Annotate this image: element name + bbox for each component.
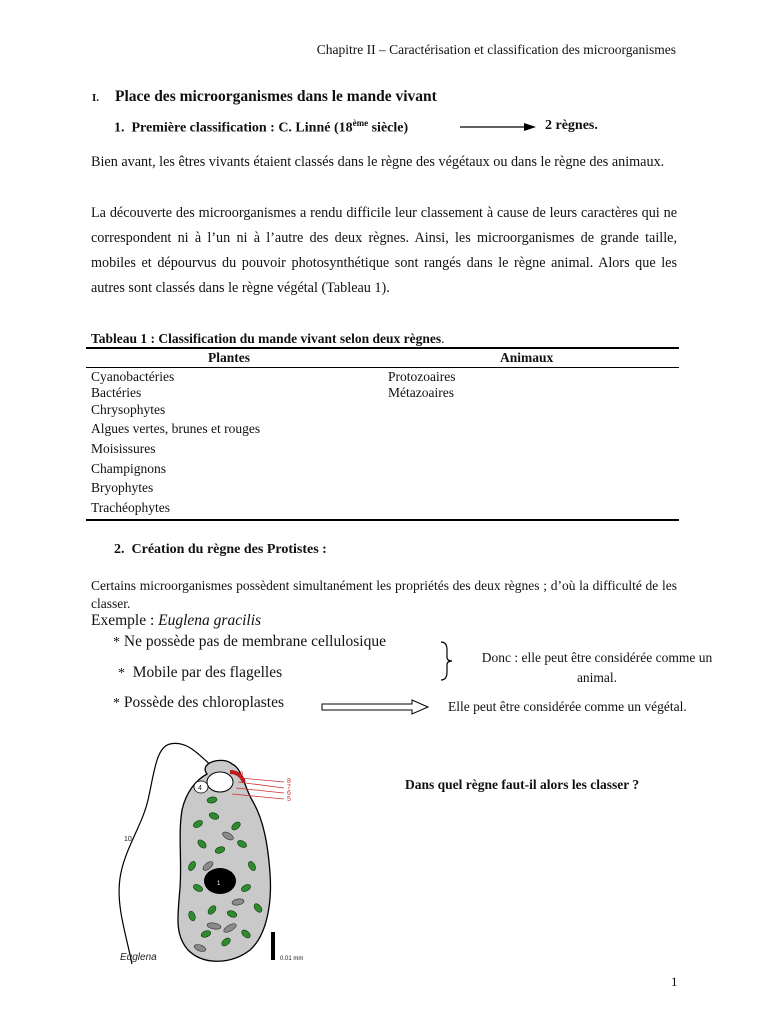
label-5: 5 <box>287 796 291 803</box>
label-9: 9 <box>240 772 244 778</box>
table-title-dot: . <box>441 331 445 346</box>
table-cell-plant: Moisissures <box>91 441 156 456</box>
subsection-2-heading <box>114 542 327 558</box>
subsection-2-title: Création du règne des Protistes : <box>131 542 327 557</box>
subsection-1-text-after: siècle) <box>368 120 409 136</box>
paragraph-intro: Bien avant, les êtres vivants étaient classés dans le règne des végétaux ou dans le règne des animaux. <box>91 154 665 170</box>
table-title <box>91 331 445 347</box>
table-header-rule <box>86 367 679 368</box>
section-number: I. <box>92 92 100 104</box>
label-8: 8 <box>287 778 291 785</box>
question: Dans quel règne faut-il alors les classer ? <box>405 777 640 792</box>
example-species: Euglena gracilis <box>158 612 262 629</box>
bullet-item <box>118 664 282 682</box>
paragraph-discovery: La découverte des microorganismes a rendu difficile leur classement à cause de leurs caractères qui ne correspondent ni à l’un ni à l’autre des deux règnes. Ainsi, les microorganismes de grande taille, mobiles et dépourvus du pouvoir photosynthétique sont rangés dans le règne animal. Alors que les autres sont classés dans le règne végétal (Tableau 1). <box>91 205 677 296</box>
star-bullet-icon: * <box>113 635 120 650</box>
label-4: 4 <box>198 785 202 792</box>
star-bullet-icon: * <box>113 696 120 711</box>
table-title-text: Tableau 1 : Classification du mande vivant selon deux règnes <box>91 331 442 346</box>
subsection-2-number: 2. <box>114 542 125 557</box>
right-brace-icon <box>438 640 456 682</box>
double-arrow-icon <box>320 699 432 715</box>
section-title: Place des microorganismes dans le mande vivant <box>115 88 437 105</box>
page-number: 1 <box>671 974 678 989</box>
table-bottom-rule <box>86 519 679 521</box>
column-header-plants: Plantes <box>208 350 250 365</box>
figure-caption: Euglena <box>120 952 157 963</box>
table-cell-plant: Algues vertes, brunes et rouges <box>91 421 261 436</box>
table-cell-plant: Bactéries <box>91 385 142 400</box>
bullet-text: Mobile par des flagelles <box>132 664 283 681</box>
bullet-item <box>113 694 284 712</box>
bullet-text: Ne possède pas de membrane cellulosique <box>123 633 386 650</box>
bullet-text: Possède des chloroplastes <box>123 694 285 711</box>
table-cell-animal: Protozoaires <box>388 369 456 384</box>
subsection-1-text: Première classification : C. Linné (18 <box>131 120 353 136</box>
euglena-diagram <box>112 738 327 970</box>
label-7: 7 <box>287 784 291 791</box>
table-cell-plant: Cyanobactéries <box>91 369 175 384</box>
bullet-item <box>113 633 386 651</box>
conclusion-animal: Donc : elle peut être considérée comme un animal. <box>481 650 713 685</box>
table-cell-plant: Champignons <box>91 461 167 476</box>
two-kingdoms-result: 2 règnes. <box>545 118 598 133</box>
label-6: 6 <box>287 790 291 797</box>
section-heading <box>92 88 437 106</box>
label-nucleus: 1 <box>217 881 221 887</box>
star-bullet-icon: * <box>118 666 125 681</box>
scale-bar <box>271 932 275 960</box>
chapter-header: Chapitre II – Caractérisation et classification des microorganismes <box>316 42 676 57</box>
label-10: 10 <box>124 836 132 843</box>
table-cell-animal: Métazoaires <box>388 385 454 400</box>
paragraph-protists: Certains microorganismes possèdent simultanément les propriétés des deux règnes ; d’où la difficulté de les classer. <box>91 578 677 611</box>
table-cell-plant: Bryophytes <box>91 480 154 495</box>
subsection-1-number: 1. <box>114 120 125 136</box>
table-cell-plant: Chrysophytes <box>91 402 166 417</box>
reservoir <box>207 772 233 792</box>
example-line <box>91 612 261 630</box>
column-header-animals: Animaux <box>500 350 554 365</box>
conclusion-plant: Elle peut être considérée comme un végétal. <box>448 699 687 714</box>
table-cell-plant: Trachéophytes <box>91 500 170 515</box>
arrow-right-icon <box>458 120 538 134</box>
superscript-eme: ème <box>352 118 369 128</box>
example-label: Exemple : <box>91 612 159 629</box>
scale-label: 0.01 mm <box>280 956 304 962</box>
subsection-1-heading <box>114 118 408 137</box>
table-top-rule <box>86 347 679 349</box>
